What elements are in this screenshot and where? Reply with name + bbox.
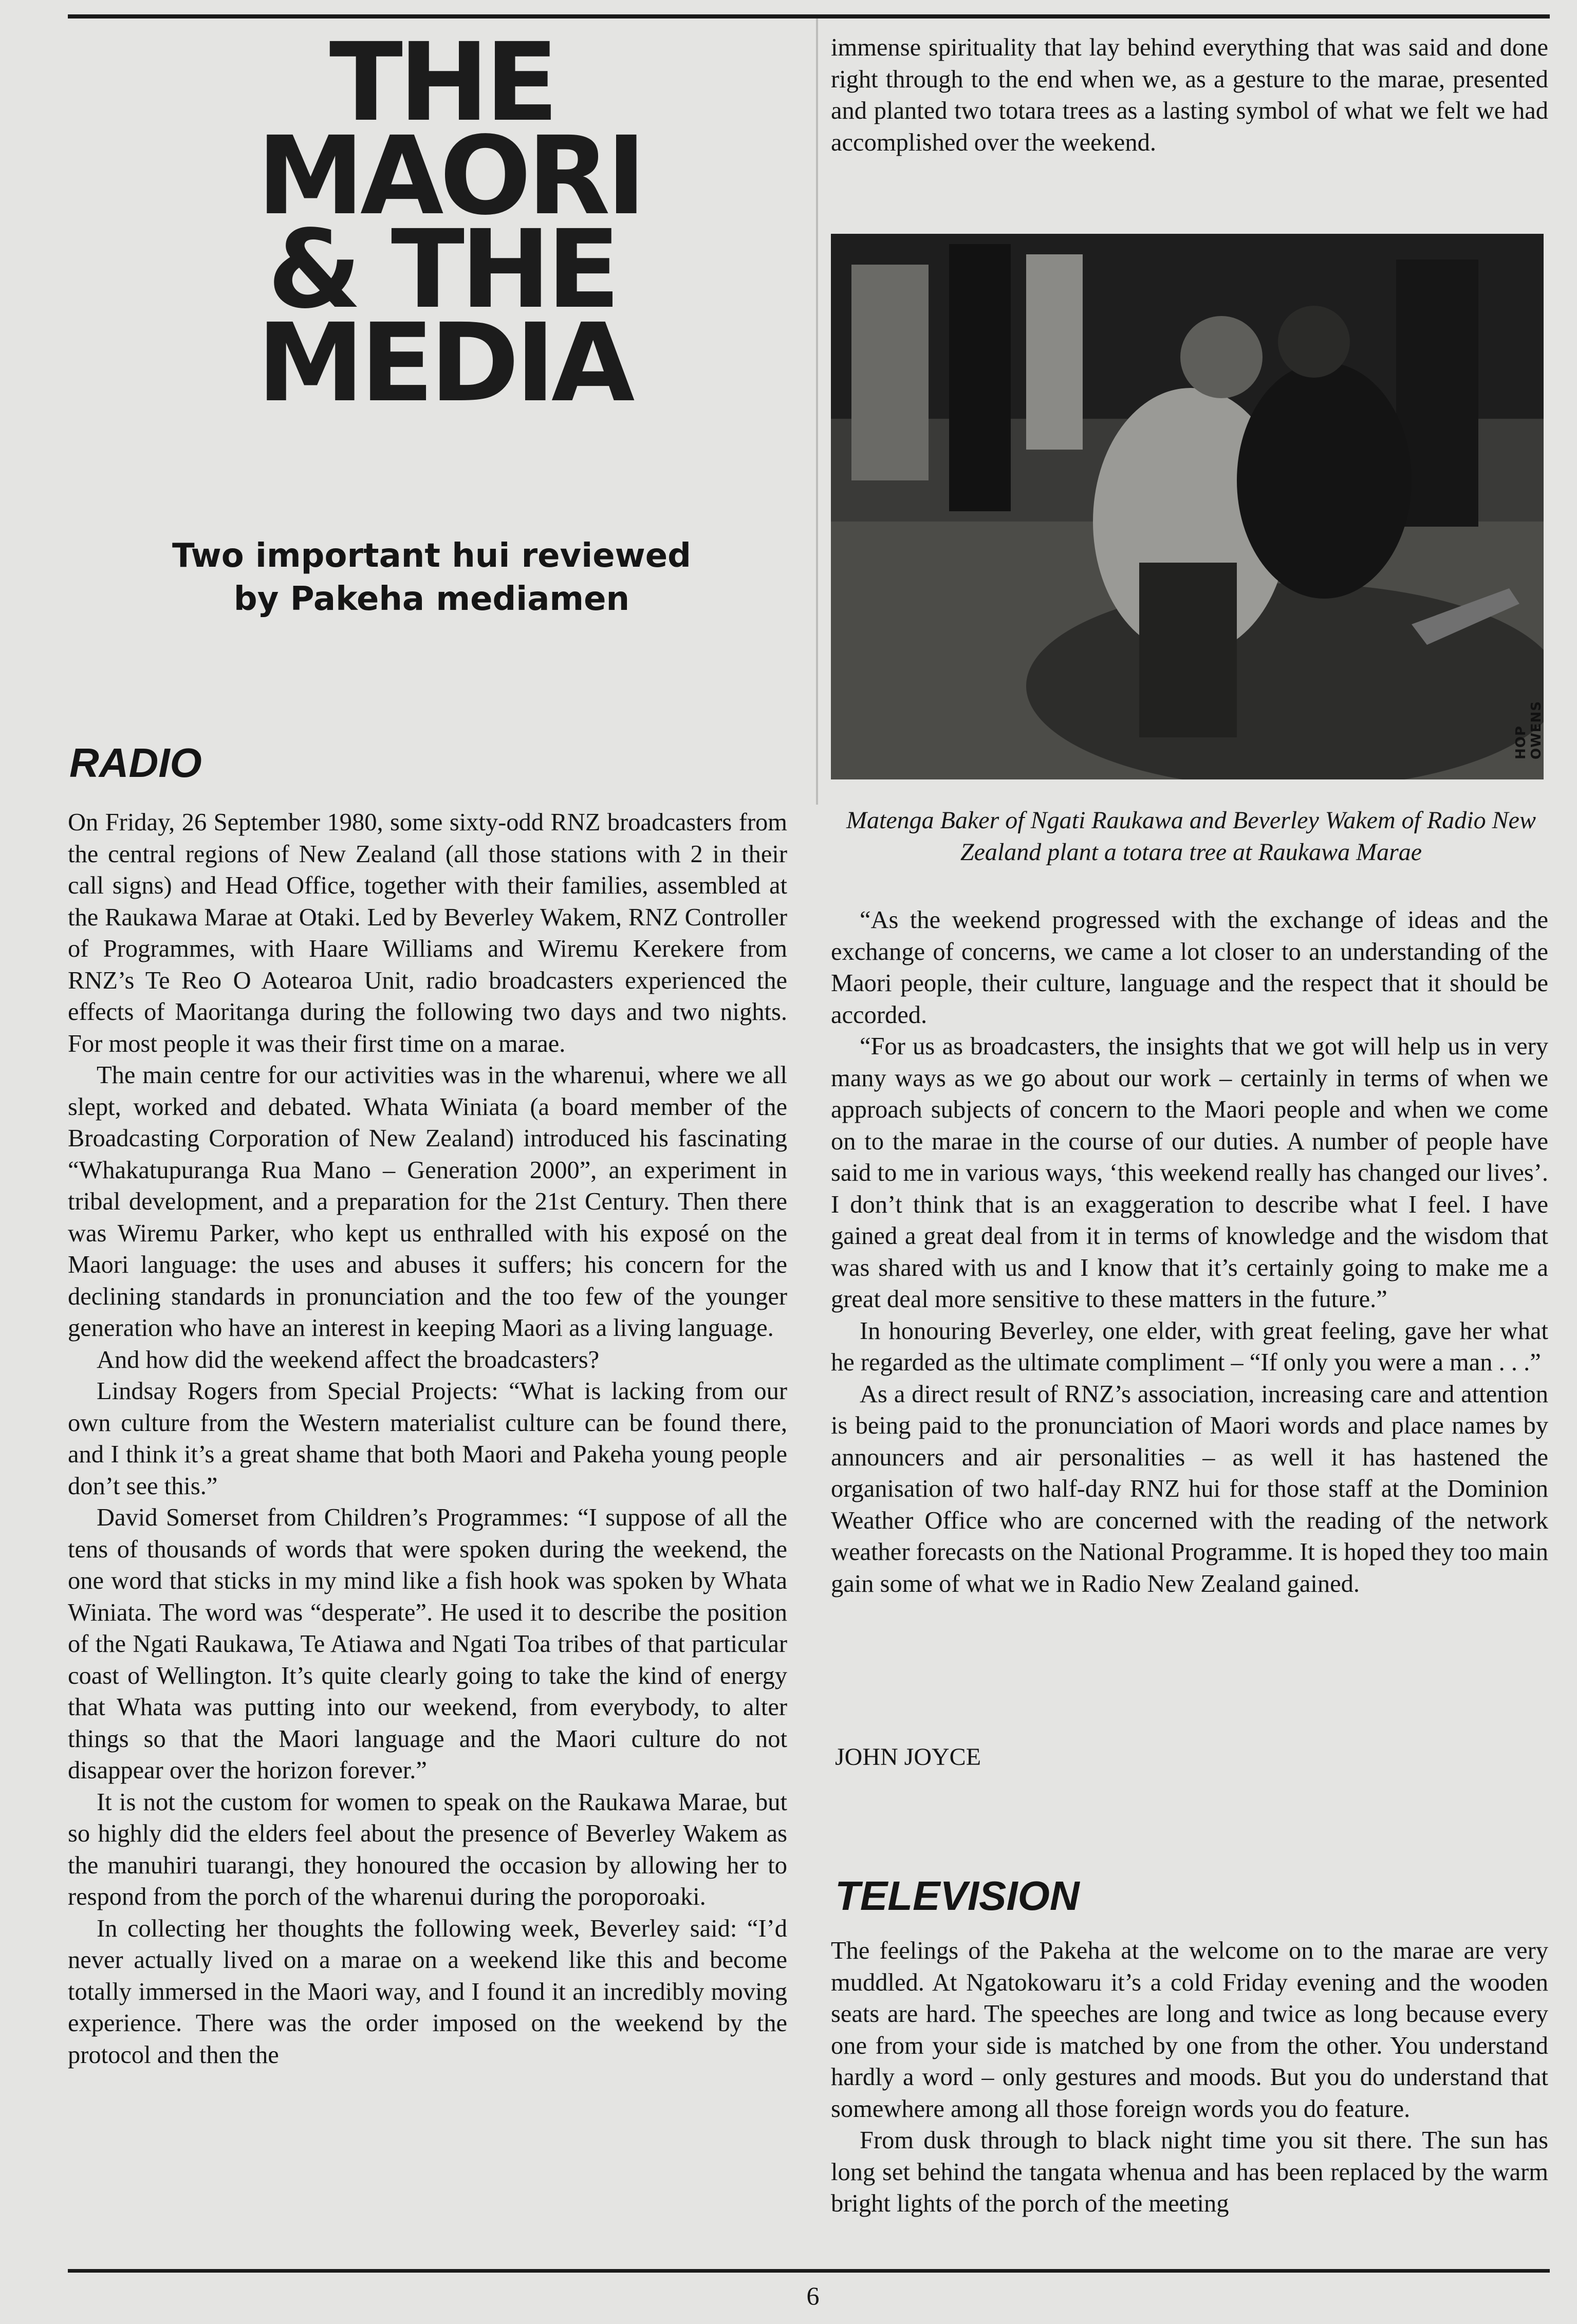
subtitle-line: Two important hui reviewed xyxy=(172,537,691,575)
article-paragraph: As a direct result of RNZ’s association, increasing care and attention is being paid to the pronunciation of Maori words and place names by announcers and air personalities – as well it has hastened the organisation of two half-day RNZ hui for those staff at the Dominion Weather Office who are concerned with the reading of the network weather forecasts on the National Programme. It is hoped they too main gain some of what we in Radio New Zealand gained. xyxy=(831,1380,1548,1597)
article-paragraph: On Friday, 26 September 1980, some sixty-odd RNZ broadcasters from the central regions of New Zealand (all those stations with 2 in their call signs) and Head Office, together with their families, assembled at the Raukawa Marae at Otaki. Led by Beverley Wakem, RNZ Controller of Programmes, with Haare Williams and Wiremu Kerekere from RNZ’s Te Reo O Aotearoa Unit, radio broadcasters experienced the effects of Maoritanga during the following two days and two nights. For most people it was their first time on a marae. xyxy=(68,809,787,1057)
tree-planting-photo xyxy=(831,234,1544,779)
radio-continued-column xyxy=(831,32,1548,158)
subtitle-line: by Pakeha mediamen xyxy=(233,580,630,618)
television-heading: TELEVISION xyxy=(835,1873,1080,1919)
radio-article-column xyxy=(68,807,787,2071)
article-paragraph: The main centre for our activities was in the wharenui, where we all slept, worked and debated. Whata Winiata (a board member of the Broadcasting Corporation of New Zealand) introduced his fascinating “Whakatupuranga Rua Mano – Generation 2000”, an experiment in tribal development, and a preparation for the 21st Century. Then there was Wiremu Parker, who kept us enthralled with his exposé on the Maori language: the uses and abuses it suffers; his concern for the declining standards in pronunciation and the too few of the younger generation who have an interest in keeping Maori as a living language. xyxy=(68,1062,787,1342)
page-number: 6 xyxy=(806,2281,820,2310)
article-paragraph: In collecting her thoughts the following week, Beverley said: “I’d never actually lived on a marae on a weekend like this and become totally immersed in the Maori way, and I found it an incredibly moving experience. There was the order imposed on the weekend by the protocol and then the xyxy=(68,1914,787,2069)
title-line: THE xyxy=(329,20,555,145)
radio-article-column-2 xyxy=(831,904,1548,1600)
article-paragraph: From dusk through to black night time you sit there. The sun has long set behind the tangata whenua and has been replaced by the warm bright lights of the porch of the meeting xyxy=(831,2127,1548,2217)
title-line: MAORI xyxy=(257,113,642,239)
page-title xyxy=(257,20,642,426)
article-paragraph: “For us as broadcasters, the insights that we got will help us in very many ways as we go about our work – certainly in terms of when we approach subjects of concern to the Maori people and when we come on to the marae in the course of our duties. A number of people have said to me in various ways, ‘this weekend really has changed our lives’. I don’t think that is an exaggeration to describe what I feel. I have gained a great deal from it in terms of knowledge and the wisdom that was shared with us and I know that it’s certainly going to make me a great deal more sensitive to these matters in the future.” xyxy=(831,1033,1548,1313)
television-article-column xyxy=(831,1935,1548,2220)
article-paragraph: David Somerset from Children’s Programmes: “I suppose of all the tens of thousands of words that were spoken during the weekend, the one word that sticks in my mind like a fish hook was spoken by Whata Winiata. The word was “desperate”. He used it to describe the position of the Ngati Raukawa, Te Atiawa and Ngati Toa tribes of that particular coast of Wellington. It’s quite clearly going to take the kind of energy that Whata was putting into our weekend, from everybody, to alter things so that the Maori language and the Maori culture do not disappear over the horizon forever.” xyxy=(68,1504,787,1784)
article-paragraph: In honouring Beverley, one elder, with great feeling, gave her what he regarded as the ultimate compliment – “If only you were a man . . .” xyxy=(831,1317,1548,1376)
column-separator xyxy=(816,18,818,805)
top-rule xyxy=(68,14,1550,18)
title-line: MEDIA xyxy=(257,300,631,426)
article-paragraph: “As the weekend progressed with the exchange of ideas and the exchange of concerns, we came a lot closer to an understanding of the Maori people, their culture, language and the respect that it should be accorded. xyxy=(831,906,1548,1029)
article-paragraph: It is not the custom for women to speak on the Raukawa Marae, but so highly did the elders feel about the presence of Beverley Wakem as the manuhiri tuarangi, they honoured the occasion by allowing her to respond from the porch of the wharenui during the poroporoaki. xyxy=(68,1788,787,1910)
article-paragraph: The feelings of the Pakeha at the welcome on to the marae are very muddled. At Ngatokowaru it’s a cold Friday evening and the wooden seats are hard. The speeches are long and twice as long because every one from your side is matched by one from the other. You understand hardly a word – only gestures and moods. But you do understand that somewhere among all those foreign words you do feature. xyxy=(831,1937,1548,2123)
photo-illustration xyxy=(831,234,1544,779)
article-paragraph: immense spirituality that lay behind everything that was said and done right through to the end when we, as a gesture to the marae, presented and planted two totara trees as a lasting symbol of what we felt we had accomplished over the weekend. xyxy=(831,34,1548,156)
article-paragraph: Lindsay Rogers from Special Projects: “What is lacking from our own culture from the Western materialist culture can be found there, and I think it’s a great shame that both Maori and Pakeha young people don’t see this.” xyxy=(68,1378,787,1500)
article-paragraph: And how did the weekend affect the broadcasters? xyxy=(97,1346,600,1373)
radio-heading: RADIO xyxy=(69,740,202,786)
bottom-rule xyxy=(68,2269,1550,2273)
page-subtitle xyxy=(154,534,709,621)
photo-credit: HOP OWENS xyxy=(1513,700,1544,759)
photo-caption: Matenga Baker of Ngati Raukawa and Beverley Wakem of Radio New Zealand plant a totara tree at Raukawa Marae xyxy=(846,807,1536,866)
author-signature: JOHN JOYCE xyxy=(835,1743,981,1771)
title-line: & THE xyxy=(267,207,617,332)
